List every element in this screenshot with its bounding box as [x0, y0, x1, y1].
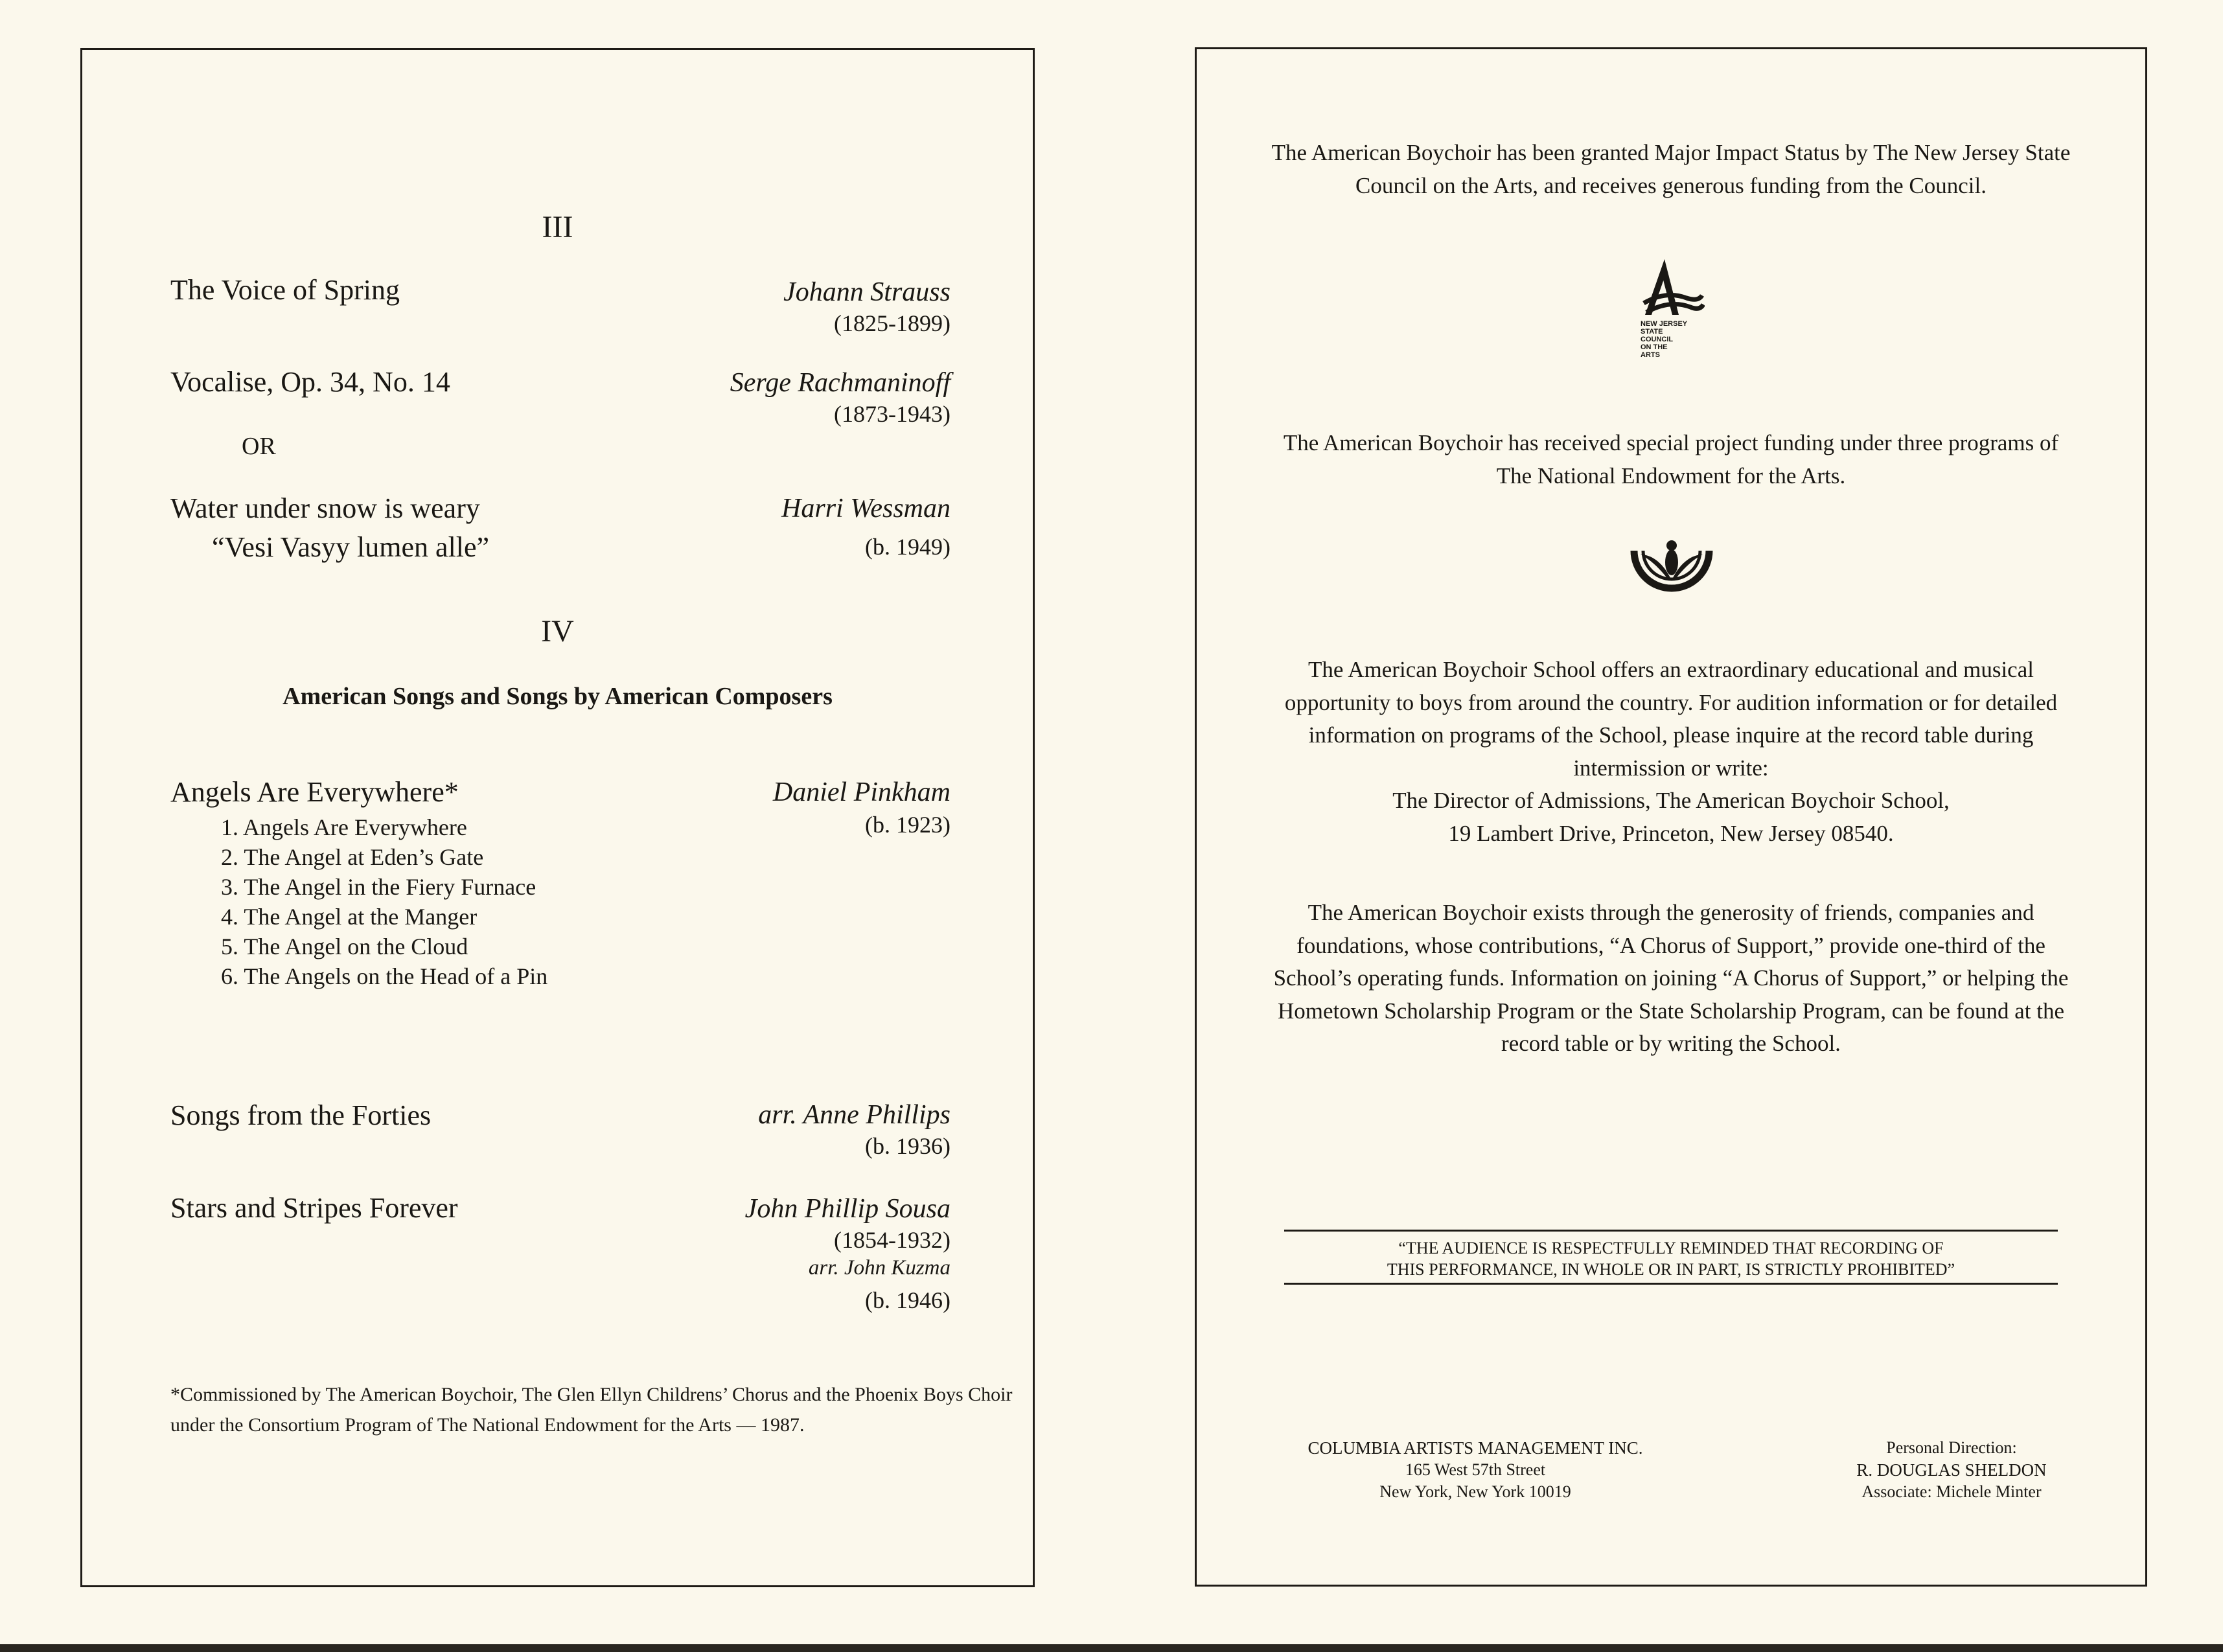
- list-item: 4. The Angel at the Manger: [221, 904, 478, 930]
- school-address-line: 19 Lambert Drive, Princeton, New Jersey 08540.: [1448, 821, 1894, 846]
- nj-arts-triangle-icon: [1640, 253, 1705, 317]
- notice-bottom-rule: [1284, 1283, 2058, 1285]
- list-item: 5. The Angel on the Cloud: [221, 934, 468, 959]
- scan-bottom-edge: [0, 1644, 2223, 1652]
- nj-logo-line: ARTS: [1641, 351, 1660, 359]
- management-address: 165 West 57th Street: [1405, 1460, 1546, 1479]
- nj-council-logo: [1640, 253, 1718, 428]
- nj-logo-line: NEW JERSEY: [1641, 320, 1688, 328]
- section-four-heading: IV: [541, 614, 574, 648]
- nj-logo-line: COUNCIL: [1641, 336, 1674, 343]
- section-three-heading: III: [542, 210, 573, 244]
- list-item: 6. The Angels on the Head of a Pin: [221, 963, 548, 989]
- stars-years: (1854-1932): [834, 1227, 950, 1253]
- direction-associate: Associate: Michele Minter: [1861, 1482, 2042, 1501]
- school-address-line: The Director of Admissions, The American Boychoir School,: [1392, 788, 1950, 813]
- nea-paragraph: The American Boychoir has received special project funding under three programs of The National Endowment for the Arts.: [1283, 430, 2059, 488]
- angels-years: (b. 1923): [865, 812, 950, 838]
- vocalise-years: (1873-1943): [834, 401, 950, 427]
- stars-arranger-years: (b. 1946): [865, 1287, 950, 1313]
- voice-of-spring-composer: Johann Strauss: [783, 277, 950, 307]
- right-page: [1195, 47, 2147, 1587]
- nea-emblem-icon: [1626, 517, 1717, 608]
- angels-title: Angels Are Everywhere*: [170, 776, 459, 808]
- commission-footnote: *Commissioned by The American Boychoir, The Glen Ellyn Childrens’ Chorus and the Phoenix Boys Choir under the Consortium Program of The National Endowment for the Arts — 1987.: [170, 1384, 1013, 1436]
- angels-composer: Daniel Pinkham: [772, 777, 950, 807]
- left-page: [80, 48, 1035, 1587]
- management-block: [1281, 1437, 1670, 1503]
- forties-composer: arr. Anne Phillips: [758, 1100, 950, 1130]
- voice-of-spring-years: (1825-1899): [834, 310, 950, 336]
- school-paragraph: The American Boychoir School offers an extraordinary educational and musical opportunity to boys from around the country. For audition information or for detailed information on programs of the School, please inquire at the record table during intermission or write:: [1284, 657, 2058, 781]
- personal-direction-block: [1815, 1437, 2088, 1503]
- list-item: 3. The Angel in the Fiery Furnace: [221, 874, 536, 900]
- nj-logo-line: ON THE: [1641, 343, 1668, 351]
- recording-notice-line: “THE AUDIENCE IS RESPECTFULLY REMINDED THAT RECORDING OF: [1398, 1239, 1944, 1257]
- notice-top-rule: [1284, 1230, 2058, 1232]
- vocalise-composer: Serge Rachmaninoff: [730, 368, 950, 398]
- water-subtitle: “Vesi Vasyy lumen alle”: [212, 531, 490, 563]
- direction-name: R. DOUGLAS SHELDON: [1856, 1460, 2047, 1480]
- nj-logo-line: STATE: [1641, 328, 1663, 336]
- direction-label: Personal Direction:: [1886, 1438, 2017, 1457]
- water-composer: Harri Wessman: [781, 494, 950, 523]
- stars-composer: John Phillip Sousa: [744, 1194, 950, 1224]
- forties-title: Songs from the Forties: [170, 1099, 432, 1131]
- management-name: COLUMBIA ARTISTS MANAGEMENT INC.: [1307, 1438, 1643, 1458]
- chorus-of-support-paragraph: The American Boychoir exists through the generosity of friends, companies and foundations, whose contributions, “A Chorus of Support,” provide one-third of the School’s operating funds. Information on joining “A Chorus of Support,” or helping the Hometown Scholarship Program or the State Scholarship Program, can be found at the record table or by writing the School.: [1273, 900, 2069, 1056]
- list-item: 2. The Angel at Eden’s Gate: [221, 844, 484, 870]
- or-label: OR: [242, 433, 276, 460]
- water-years: (b. 1949): [865, 534, 950, 560]
- list-item: 1. Angels Are Everywhere: [221, 814, 467, 840]
- american-songs-heading: American Songs and Songs by American Composers: [282, 683, 833, 710]
- stars-title: Stars and Stripes Forever: [170, 1192, 458, 1224]
- nj-council-paragraph: The American Boychoir has been granted Major Impact Status by The New Jersey State Council on the Arts, and receives generous funding from the Council.: [1271, 140, 2071, 198]
- recording-notice-line: THIS PERFORMANCE, IN WHOLE OR IN PART, IS STRICTLY PROHIBITED”: [1387, 1260, 1955, 1279]
- vocalise-title: Vocalise, Op. 34, No. 14: [170, 366, 450, 398]
- management-city: New York, New York 10019: [1379, 1482, 1571, 1501]
- forties-years: (b. 1936): [865, 1133, 950, 1159]
- voice-of-spring-title: The Voice of Spring: [170, 274, 400, 306]
- water-title: Water under snow is weary: [170, 492, 480, 524]
- stars-arranger: arr. John Kuzma: [808, 1256, 950, 1279]
